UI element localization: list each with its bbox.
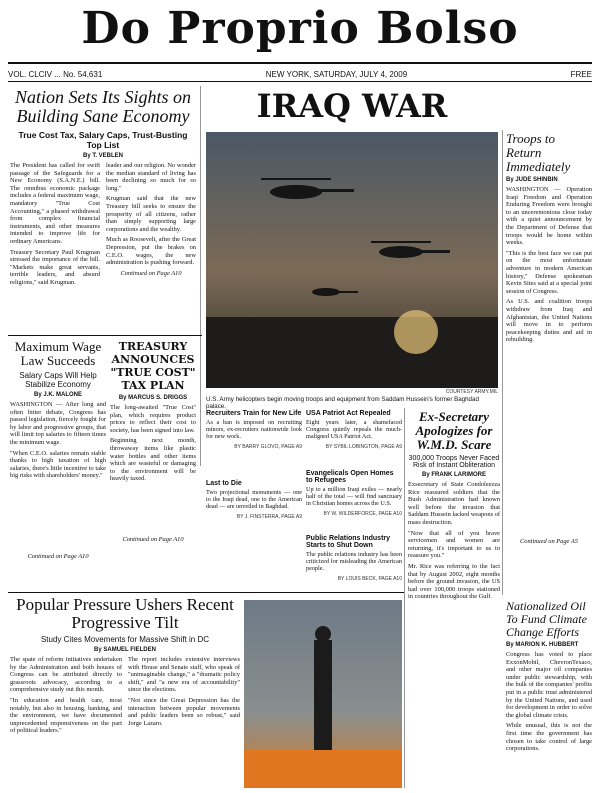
maxwage-continued[interactable]: Continued on Page A10 <box>27 553 89 560</box>
paragraph: Much as Roosevelt, after the Great Depression, put the brakes on C.E.O. wages, the new administration is pushing forward. <box>106 236 196 267</box>
pressure-deck: Study Cites Movements for Massive Shift in DC <box>40 635 210 644</box>
paragraph: WASHINGTON — Operation Iraqi Freedom and Operation Enduring Freedom were brought to an unceremonious close today with a quiet announcement by the Department of Defense that troops would be home within weeks. <box>506 186 592 247</box>
paragraph: As U.S. and coalition troops withdraw from Iraq and Afghanistan, the United Nations will move in to perform peacekeeping duties and aid in rebuilding. <box>506 298 592 344</box>
treasury-continued[interactable]: Continued on Page A10 <box>122 536 184 543</box>
helicopter-photo <box>206 132 498 388</box>
paragraph: The long-awaited "True Cost" plan, which requires product prices to reflect their cost to society, has been signed into law. <box>110 404 196 434</box>
paragraph: The President has called for swift passage of the Safeguards for a New Economy (S.A.N.E.) bill. The omnibus economic package includes a federal maximum wage, mandatory "True Cost Accounting," a phased withdrawal from complex financial instruments, and other measures intended to improve life for ordinary Americans. <box>10 162 100 245</box>
brief-title[interactable]: Evangelicals Open Homes to Refugees <box>306 470 394 484</box>
paragraph: "This is the best face we can put on the most unfortunate adventure in modern American history," Defense spokesman Kevin Sites said at a special joint session of Congress. <box>506 249 592 295</box>
brief-3 <box>306 470 402 517</box>
oil-body <box>506 651 592 771</box>
brief-credit: BY W. WILDERFORCE, PAGE A10 <box>323 510 402 517</box>
banner-headline[interactable]: IRAQ WAR <box>256 87 448 125</box>
brief-credit: BY SYBIL LOBINGTON, PAGE A9 <box>325 443 402 450</box>
brief-title[interactable]: Public Relations Industry Starts to Shut Down <box>306 535 391 549</box>
paragraph: Exsecretary of State Condoleezza Rice reassured soldiers that the Bush Administration had known well before the invasion that Saddam Hussein lacked weapons of mass destruction. <box>408 481 500 526</box>
dateline <box>8 70 592 79</box>
paragraph: Congress has voted to place ExxonMobil, ChevronTexaco, and other major oil companies under public stewardship, with the bulk of the companies' profits put in a public trust administered by the United Nations, and used for development in order to solve the global climate crisis. <box>506 651 592 719</box>
maxwage-body <box>10 401 106 551</box>
paragraph: Krugman said that the new Treasury bill seeks to ensure the prosperity of all citizens, rather than simply supporting large corporations and the wealthy. <box>106 195 196 233</box>
troops-body <box>506 186 592 536</box>
maxwage-story <box>10 340 106 560</box>
pressure-column-1 <box>10 656 122 786</box>
treasury-body <box>110 404 196 534</box>
column-rule <box>502 130 503 595</box>
pressure-story <box>10 596 240 786</box>
secretary-story <box>408 410 500 781</box>
brief-1 <box>206 410 302 450</box>
brief-4 <box>206 480 302 520</box>
paragraph: "Not since the Great Depression has the interaction between popular movements and public leaders been so robust," said Jorge Lazaro. <box>128 696 240 727</box>
oil-headline[interactable]: Nationalized Oil To Fund Climate Change Efforts <box>506 599 587 639</box>
place-date: NEW YORK, SATURDAY, JULY 4, 2009 <box>265 70 408 79</box>
pressure-headline[interactable]: Popular Pressure Ushers Recent Progressive Tilt <box>16 595 234 632</box>
section-rule <box>8 592 404 593</box>
paragraph: leader and our religion. No wonder the median standard of living has been declining so much for so long." <box>106 162 196 192</box>
column-rule <box>404 408 405 788</box>
maxwage-deck: Salary Caps Will Help Stabilize Economy <box>19 371 97 389</box>
paragraph: The spate of reform initiatives undertaken by the Administration and both houses of Congress can be attributed directly to grassroots advocacy, according to a comprehensive study out this month. <box>10 656 122 694</box>
paragraph: "Now that all of you brave servicemen and women are returning, it's important to us to reassure you." <box>408 529 500 560</box>
treasury-headline[interactable]: TREASURY ANNOUNCES "TRUE COST" TAX PLAN <box>110 340 196 392</box>
lead-deck: True Cost Tax, Salary Caps, Trust-Busting Top List <box>18 130 188 150</box>
photo-caption: U.S. Army helicopters begin moving troops and equipment from Saddam Hussein's former Baghdad palace. <box>206 396 479 410</box>
masthead: Do Proprio Bolso <box>81 3 519 54</box>
paragraph: While unusual, this is not the first time the government has chosen to take control of large corporations. <box>506 722 592 753</box>
troops-headline[interactable]: Troops to Return Immediately <box>506 131 571 174</box>
brief-credit: BY J. FINSTERRA, PAGE A9 <box>236 513 302 520</box>
paragraph: Treasury Secretary Paul Krugman stressed the importance of the bill. "Markets make great servants, terrible leaders, and absurd religions," said Krugman. <box>10 248 100 286</box>
brief-body: As a ban is imposed on recruiting minors, ex-recruiters nationwide look for new work. <box>206 419 302 441</box>
lead-byline: By T. VEBLEN <box>82 153 123 159</box>
paragraph: "When C.E.O. salaries remain stable thanks to high taxation of high salaries, there's little incentive to take big risks with shareholders' money." <box>10 449 106 480</box>
oil-byline: By MARION K. HUBBERT <box>506 642 579 648</box>
photo-credit: COURTESY ARMY.MIL <box>445 389 498 395</box>
protest-photo <box>244 600 402 788</box>
paragraph: The report includes extensive interviews with House and Senate staff, who speak of "unimaginable change," a "dramatic policy shift," and "a new era of accountability" since the elections. <box>128 656 240 694</box>
masthead-rule <box>8 62 592 64</box>
secretary-headline[interactable]: Ex-Secretary Apologizes for W.M.D. Scare <box>415 409 493 452</box>
troops-continued[interactable]: Continued on Page A5 <box>520 538 578 545</box>
lead-headline[interactable]: Nation Sets Its Sights on Building Sane Economy <box>14 87 191 126</box>
oil-story <box>506 600 592 771</box>
troops-story <box>506 132 592 545</box>
dateline-rule <box>8 81 592 82</box>
volume-number: VOL. CLCIV ... No. 54,631 <box>8 70 103 79</box>
brief-body: Up to a million Iraqi exiles — nearly half of the total — will find sanctuary in Christian homes across the U.S. <box>306 486 402 508</box>
section-rule <box>8 335 202 336</box>
paragraph: "In education and health care, most notably, but also in housing, banking, and the environment, we have documented unprecedented responsiveness on the part of political leaders." <box>10 696 122 735</box>
brief-title[interactable]: Recruiters Train for New Life <box>206 410 302 417</box>
paragraph: WASHINGTON — After long and often bitter debate, Congress has passed legislation, fiercely fought for by labor and progressive groups, that will limit top salaries to fifteen times the minimum wage. <box>10 401 106 446</box>
maxwage-byline: By J.K. MALONE <box>33 392 82 398</box>
price: FREE <box>570 70 592 79</box>
brief-body: Eight years later, a shamefaced Congress quietly repeals the much-maligned USA Patriot Act. <box>306 419 402 441</box>
secretary-byline: By FRANK LARIMORE <box>422 472 486 478</box>
secretary-deck: 300,000 Troops Never Faced Risk of Instant Obliteration <box>408 455 500 469</box>
protest-illustration <box>244 600 402 788</box>
brief-credit: BY LOUIS BECK, PAGE A10 <box>337 575 402 582</box>
brief-title[interactable]: Last to Die <box>206 480 242 487</box>
paragraph: Beginning next month, throwaway items like plastic water bottles and other items which are wasteful or damaging to the environment will be heavily taxed. <box>110 437 196 483</box>
paragraph: Mr. Rice was referring to the fact that by August 2002, eight months before the ground invasion, the US had over 100,000 troops stationed in countries throughout the Gulf. <box>408 562 500 601</box>
pressure-byline: By SAMUEL FIELDEN <box>94 647 156 653</box>
secretary-body <box>408 481 500 781</box>
brief-body: Two projectional monuments — one to the Iraqi dead, one to the American dead — are unveiled in Baghdad. <box>206 489 302 511</box>
brief-2 <box>306 410 402 450</box>
treasury-byline: By MARCUS S. DRIGGS <box>118 395 188 401</box>
brief-body: The public relations industry has been criticized for misleading the American people. <box>306 551 402 573</box>
column-rule <box>200 86 201 466</box>
troops-byline: By JUDE SHINBIN <box>506 177 558 183</box>
lead-continued[interactable]: Continued on Page A10 <box>120 269 182 277</box>
lead-story <box>10 88 196 330</box>
lead-column-2 <box>106 162 196 330</box>
maxwage-headline[interactable]: Maximum Wage Law Succeeds <box>14 339 102 368</box>
brief-credit: BY BARRY GLOVO, PAGE A9 <box>234 443 302 450</box>
helicopter-illustration <box>206 132 498 388</box>
brief-5 <box>306 535 402 582</box>
lead-column-1 <box>10 162 100 330</box>
pressure-column-2 <box>128 656 240 786</box>
brief-title[interactable]: USA Patriot Act Repealed <box>306 410 391 417</box>
treasury-story <box>110 340 196 543</box>
